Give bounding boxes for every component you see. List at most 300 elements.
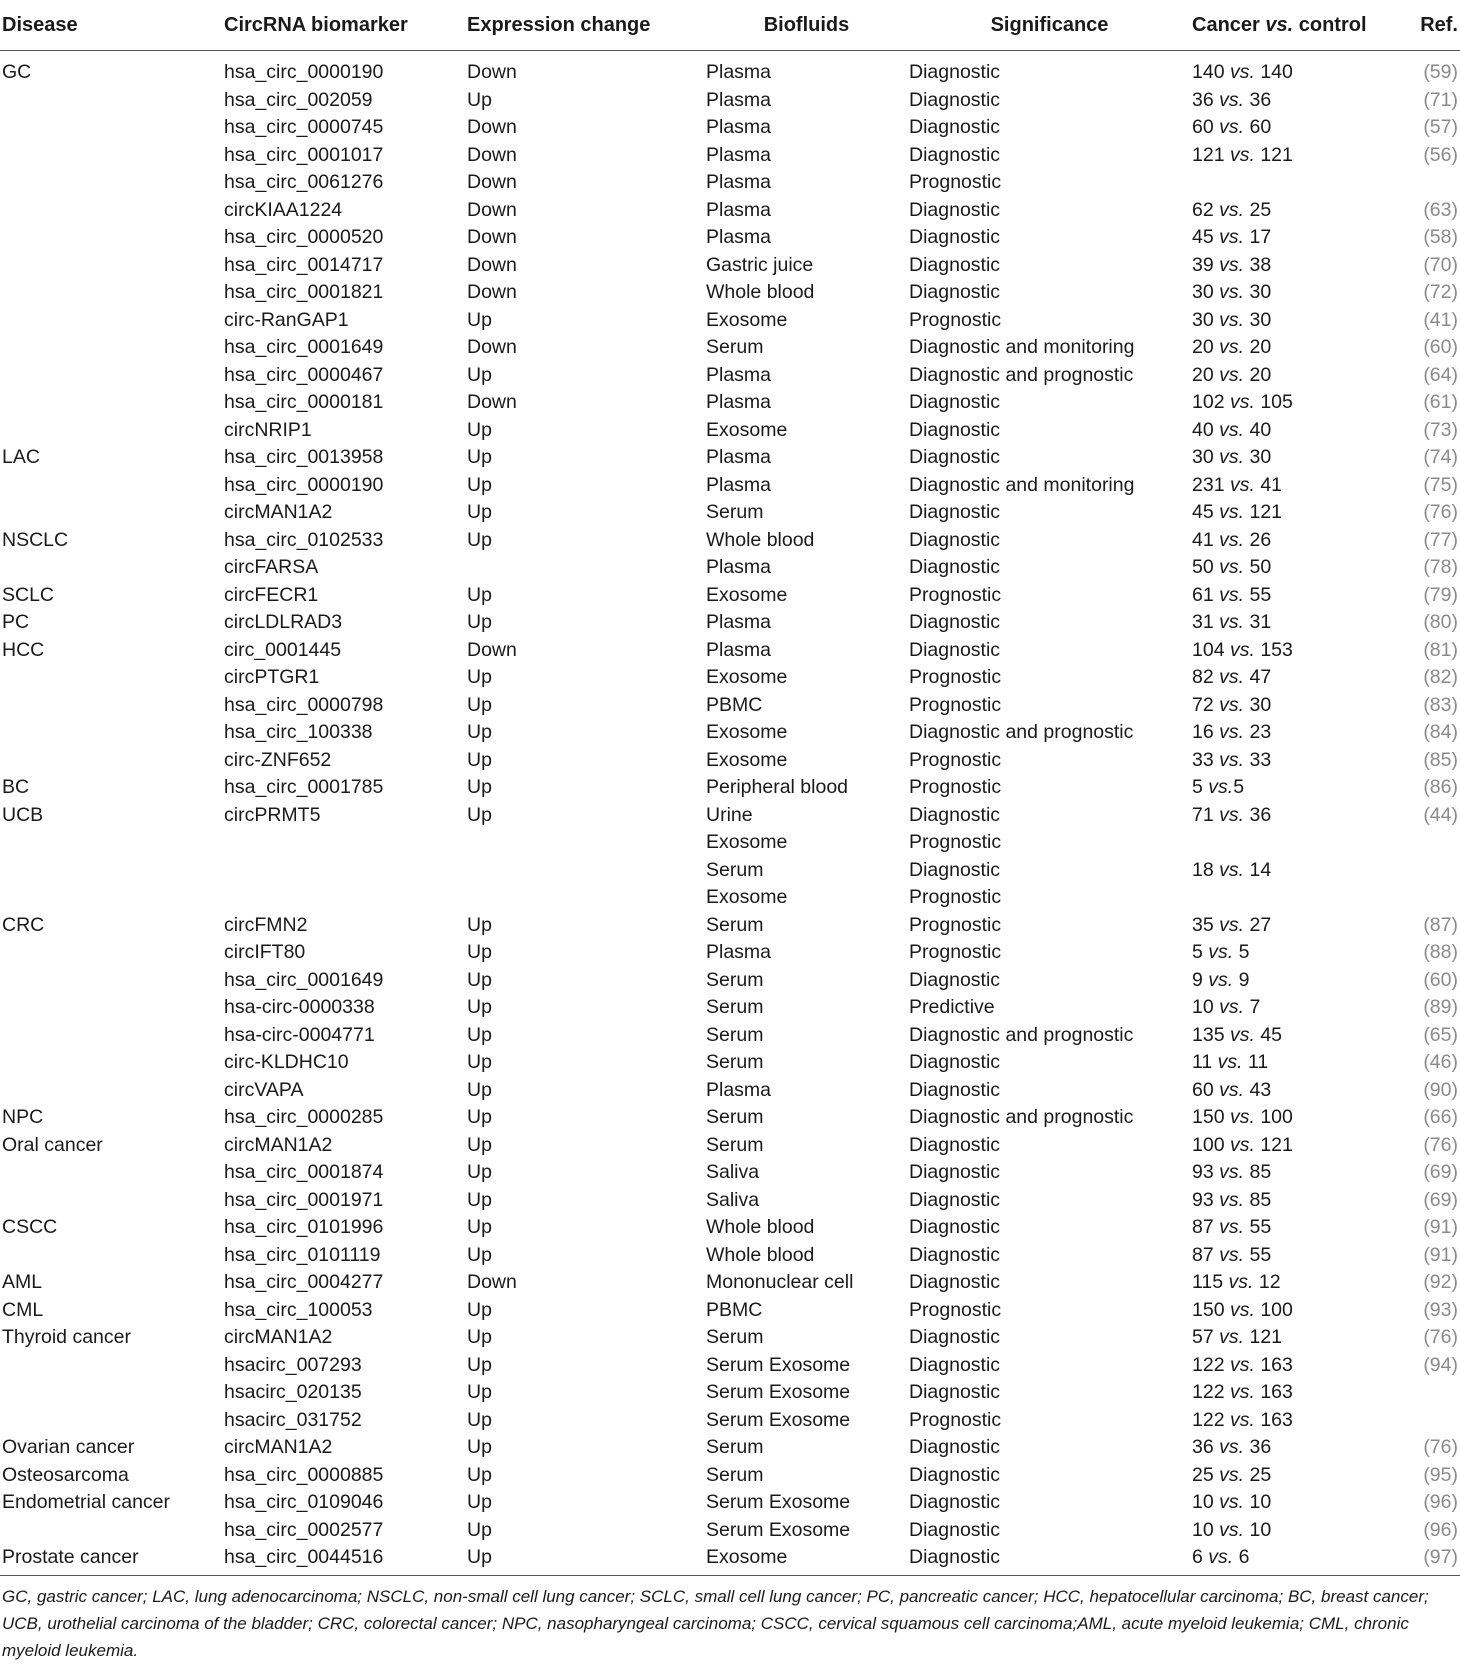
cell-comparison [1190,1407,1397,1435]
cell-expression: Down [467,281,517,303]
cell-disease [0,554,222,582]
vs-label: vs. [1208,776,1234,798]
cell-expression: Up [467,996,492,1018]
cell-disease [0,967,222,995]
cell-disease [0,307,222,335]
cell-biofluid: Serum [706,913,764,936]
cell-expression: Up [467,446,492,468]
cell-biofluid: Exosome [706,886,788,908]
cancer-count: 45 [1192,501,1214,523]
cell-disease [0,1049,222,1077]
cell-expression: Up [467,968,492,991]
cell-significance: Diagnostic [909,501,1001,523]
vs-label: vs. [1219,308,1245,331]
cell-expression: Up [467,1381,492,1403]
control-count: 36 [1249,1436,1272,1458]
cell-biofluid: Gastric juice [706,253,814,276]
cell-ref: (60) [1423,336,1458,358]
cell-expression: Up [467,88,492,111]
control-count: 153 [1260,638,1293,661]
cell-expression: Up [467,1216,492,1238]
cancer-count: 39 [1192,253,1214,276]
cell-comparison [1190,1104,1397,1132]
cell-disease: Oral cancer [2,1133,103,1156]
cell-biomarker: hsa_circ_0044516 [222,1544,465,1575]
cell-comparison [1190,1297,1397,1325]
cell-biofluid: Peripheral blood [706,776,849,798]
cell-ref: (73) [1423,418,1458,441]
cancer-count: 31 [1192,611,1214,633]
cell-expression: Up [467,1326,492,1348]
cell-ref: (86) [1423,776,1458,798]
control-count: 41 [1260,473,1283,496]
control-count: 36 [1249,88,1272,111]
cell-disease: SCLC [2,583,55,606]
cell-significance: Diagnostic [909,281,1001,303]
cell-biomarker: hsa_circ_0000190 [224,61,384,83]
cell-ref [1397,857,1460,885]
cell-expression: Up [467,1353,492,1376]
vs-label: vs. [1219,611,1245,633]
vs-label: vs. [1219,1463,1245,1486]
cancer-count: 33 [1192,748,1214,771]
cell-significance: Diagnostic [909,1381,1001,1403]
cell-biomarker: circKIAA1224 [224,198,343,221]
cell-biomarker: hsa_circ_0000190 [224,473,384,496]
cancer-count: 60 [1192,1078,1214,1101]
cell-expression: Up [467,611,492,633]
cell-biomarker: circ_0001445 [224,638,342,661]
cell-comparison [1190,1379,1397,1407]
cell-comparison [1190,664,1397,692]
vs-label: vs. [1229,1023,1255,1046]
cell-biomarker: hsa_circ_0001649 [224,336,384,358]
table-row [0,884,1460,912]
cell-biomarker: circMAN1A2 [224,501,333,523]
cell-ref [1397,1379,1460,1407]
cell-biomarker: circLDLRAD3 [224,611,343,633]
cell-significance: Diagnostic [909,418,1001,441]
cell-biofluid: Exosome [706,721,788,743]
cell-disease [0,1517,222,1545]
cell-ref: (58) [1423,226,1458,248]
cancer-count: 122 [1192,1353,1225,1376]
cell-disease [0,719,222,747]
control-count: 38 [1249,253,1272,276]
control-count: 6 [1238,1546,1250,1568]
control-count: 60 [1249,116,1272,138]
cell-biofluid: Plasma [706,116,772,138]
cell-biomarker [222,857,465,885]
cell-biomarker: hsa_circ_0001874 [224,1161,384,1183]
cell-comparison [1190,169,1397,197]
control-count: 30 [1249,281,1272,303]
cell-ref: (69) [1423,1161,1458,1183]
cell-significance: Diagnostic [909,968,1001,991]
cell-biomarker: circMAN1A2 [224,1436,333,1458]
cell-significance: Diagnostic [909,528,1001,551]
table-row [0,1159,1460,1187]
cell-expression: Up [467,1161,492,1183]
control-count: 33 [1249,748,1272,771]
cell-biofluid: Mononuclear cell [706,1271,854,1293]
cancer-count: 60 [1192,116,1214,138]
cell-expression: Down [467,391,517,413]
cell-comparison [1190,389,1397,417]
cell-ref: (70) [1423,253,1458,276]
cell-disease: Prostate cancer [0,1544,222,1575]
cancer-count: 40 [1192,418,1214,441]
cell-comparison [1190,747,1397,775]
control-count: 85 [1249,1161,1272,1183]
cell-disease [0,747,222,775]
cell-disease [0,389,222,417]
control-count: 12 [1258,1271,1281,1293]
control-count: 10 [1249,1518,1272,1541]
cancer-count: 9 [1192,968,1203,991]
cancer-count: 20 [1192,336,1214,358]
cell-biofluid: Serum Exosome [706,1408,851,1431]
vs-label: vs. [1208,1546,1234,1568]
cell-biofluid: Plasma [706,88,772,111]
cell-significance: Diagnostic [909,1353,1001,1376]
control-count: 27 [1249,913,1272,936]
table-row [0,637,1460,665]
cell-significance: Predictive [909,996,995,1018]
vs-label: vs. [1219,996,1245,1018]
cell-significance: Prognostic [909,693,1002,716]
cell-significance: Diagnostic [909,61,1001,83]
cell-comparison [1190,1242,1397,1270]
table-row [0,1242,1460,1270]
cell-disease: Endometrial cancer [2,1491,170,1513]
control-count: 23 [1249,721,1272,743]
control-count: 43 [1249,1078,1272,1101]
cancer-count: 30 [1192,446,1214,468]
cell-ref: (91) [1423,1216,1458,1238]
cancer-count: 20 [1192,363,1214,386]
cell-biofluid: Exosome [706,308,788,331]
control-count: 55 [1249,1243,1272,1266]
cell-ref: (81) [1423,638,1458,661]
cell-comparison [1190,774,1397,802]
cell-expression [465,829,704,857]
vs-label: vs. [1229,1353,1255,1376]
header-ref: Ref. [1397,0,1460,51]
cell-ref: (57) [1423,116,1458,138]
table-row [0,554,1460,582]
cell-significance: Prognostic [909,831,1002,853]
cell-expression: Up [467,1023,492,1046]
cancer-count: 150 [1192,1298,1225,1321]
table-row [0,1379,1460,1407]
table-body [0,51,1460,1576]
cell-biomarker: circNRIP1 [224,418,312,441]
cell-significance: Diagnostic [909,611,1001,633]
cell-significance: Prognostic [909,1298,1002,1321]
cell-comparison [1190,692,1397,720]
cell-expression [465,857,704,885]
control-count: 100 [1260,1298,1293,1321]
cell-disease: BC [2,776,30,798]
cell-expression: Up [467,1078,492,1101]
cell-expression: Up [467,913,492,936]
header-disease: Disease [0,0,222,51]
cell-biofluid: Serum [706,1106,764,1128]
cell-ref [1397,884,1460,912]
cell-disease [0,169,222,197]
cell-disease: UCB [2,803,44,826]
cell-ref: (95) [1423,1463,1458,1486]
cell-ref: (97) [1397,1544,1460,1575]
cell-biofluid: Plasma [706,473,772,496]
cell-ref: (88) [1423,941,1458,963]
cell-comparison [1190,1434,1397,1462]
table-row [0,967,1460,995]
table-row [0,169,1460,197]
cell-significance: Diagnostic [907,1544,1190,1575]
cell-biomarker: hsa_circ_0001017 [224,143,384,166]
cell-comparison [1190,1132,1397,1160]
cell-disease [0,362,222,390]
cell-biomarker: hsa-circ-0000338 [224,996,375,1018]
cell-biomarker: hsa_circ_0102533 [224,528,384,551]
cell-significance: Prognostic [909,1408,1002,1431]
cell-biomarker: hsa_circ_0101996 [224,1216,384,1238]
cancer-count: 10 [1192,1518,1214,1541]
cell-biofluid: Serum [706,996,764,1018]
cell-disease: HCC [2,638,45,661]
cell-expression: Up [467,1518,492,1541]
cell-disease [0,884,222,912]
table-row [0,1104,1460,1132]
cell-significance: Diagnostic [909,803,1001,826]
table-footnote: GC, gastric cancer; LAC, lung adenocarcinoma; NSCLC, non-small cell lung cancer; SCLC, small cell lung cancer; PC, pancreatic cancer; HCC, hepatocellular carcinoma; BC, breast cancer; UCB, urothelial carcinoma of the bladder; CRC, colorectal cancer; NPC, nasopharyngeal carcinoma; CSCC, cervical squamous cell carcinoma;AML, acute myeloid leukemia; CML, chronic myeloid leukemia. [2,1587,1429,1660]
cancer-count: 150 [1192,1106,1225,1128]
control-count: 5 [1238,941,1250,963]
vs-label: vs. [1229,391,1255,413]
cell-ref: (82) [1423,666,1458,688]
table-row [0,1489,1460,1517]
cell-biofluid: Serum [706,1051,764,1073]
cell-ref: (76) [1423,1326,1458,1348]
cell-significance: Prognostic [909,308,1002,331]
cell-significance: Diagnostic and monitoring [909,336,1135,358]
header-biofluids: Biofluids [704,0,907,51]
cancer-count: 61 [1192,583,1214,606]
cell-biofluid: Exosome [706,831,788,853]
cancer-count: 35 [1192,913,1214,936]
cell-disease [0,939,222,967]
cell-significance: Diagnostic [909,556,1001,578]
cell-comparison [1190,1187,1397,1215]
cell-biofluid: Serum Exosome [706,1353,851,1376]
header-comparison-vs: vs. [1265,13,1294,36]
cell-biomarker: circFARSA [224,556,319,578]
table-row [0,1462,1460,1490]
cell-disease: PC [2,611,30,633]
cell-expression: Up [467,776,492,798]
vs-label: vs. [1219,1436,1245,1458]
control-count: 31 [1249,611,1272,633]
vs-label: vs. [1219,1188,1245,1211]
vs-label: vs. [1219,501,1245,523]
cell-ref: (76) [1423,1133,1458,1156]
cell-biomarker: circ-ZNF652 [224,748,332,771]
cell-disease: Thyroid cancer [2,1326,131,1348]
cell-comparison [1190,279,1397,307]
cell-expression [465,884,704,912]
cell-comparison [1190,884,1397,912]
cell-expression: Up [467,418,492,441]
cell-biomarker: circPTGR1 [224,666,320,688]
vs-label: vs. [1219,116,1245,138]
cell-significance: Prognostic [909,748,1002,771]
vs-label: vs. [1219,666,1245,688]
cell-expression: Up [467,1298,492,1321]
vs-label: vs. [1219,226,1245,248]
cell-biomarker: circFECR1 [224,583,319,606]
table-row [0,472,1460,500]
cell-significance: Prognostic [909,171,1002,193]
control-count: 5 [1233,776,1245,798]
vs-label: vs. [1229,1381,1255,1403]
cell-disease [0,1352,222,1380]
cell-disease [0,142,222,170]
header-comparison-b: control [1293,13,1367,36]
table-row [0,609,1460,637]
cancer-count: 87 [1192,1216,1214,1238]
vs-label: vs. [1219,583,1245,606]
cancer-count: 93 [1192,1161,1214,1183]
cell-expression: Down [467,1271,517,1293]
cell-disease [0,334,222,362]
vs-label: vs. [1219,1518,1245,1541]
cell-comparison [1190,802,1397,830]
vs-label: vs. [1219,88,1245,111]
control-count: 10 [1249,1491,1272,1513]
cell-biofluid: Exosome [704,1544,907,1575]
cell-disease [0,87,222,115]
cell-comparison [1190,1544,1397,1575]
cell-ref: (84) [1423,721,1458,743]
cell-comparison [1190,1462,1397,1490]
cell-significance: Diagnostic [909,1463,1001,1486]
cell-ref [1397,829,1460,857]
cell-significance: Prognostic [909,913,1002,936]
cell-ref: (75) [1423,473,1458,496]
cell-comparison [1190,829,1397,857]
vs-label: vs. [1208,941,1234,963]
cell-significance: Diagnostic [909,1161,1001,1183]
cell-biomarker: hsacirc_031752 [224,1408,362,1431]
cell-significance: Diagnostic [909,226,1001,248]
table-row [0,692,1460,720]
cell-expression: Up [467,501,492,523]
cell-biofluid: Serum [706,1133,764,1156]
cell-disease [0,1407,222,1435]
header-significance: Significance [907,0,1190,51]
cell-expression: Up [467,1106,492,1128]
cell-ref: (96) [1423,1518,1458,1541]
cell-significance: Diagnostic [909,1078,1001,1101]
vs-label: vs. [1229,473,1255,496]
cell-biomarker: hsa_circ_002059 [224,88,373,111]
cell-comparison [1190,334,1397,362]
cell-biomarker: hsa_circ_0000798 [224,693,384,716]
cell-disease [0,417,222,445]
cell-ref: (91) [1423,1243,1458,1266]
control-count: 121 [1249,1326,1283,1348]
cell-biofluid: Plasma [706,61,772,83]
table-row [0,527,1460,555]
cell-biomarker: hsa_circ_0000181 [224,391,384,413]
cancer-count: 121 [1192,143,1225,166]
control-count: 40 [1249,418,1272,441]
cell-disease [0,1159,222,1187]
cell-expression: Down [467,638,517,661]
cell-significance: Diagnostic [909,1491,1001,1513]
table-row [0,1077,1460,1105]
table-row [0,307,1460,335]
vs-label: vs. [1219,748,1245,771]
cell-disease [0,994,222,1022]
cell-biofluid: Exosome [706,583,788,606]
cell-expression: Up [467,748,492,771]
cancer-count: 87 [1192,1243,1214,1266]
table-row [0,1407,1460,1435]
cell-biomarker: hsa_circ_0001649 [224,968,384,991]
cancer-count: 115 [1192,1271,1224,1293]
vs-label: vs. [1229,1408,1255,1431]
cell-comparison [1190,1077,1397,1105]
cell-comparison [1190,472,1397,500]
table-row [0,224,1460,252]
table-row [0,912,1460,940]
cell-biofluid: Serum Exosome [706,1518,851,1541]
vs-label: vs. [1219,336,1245,358]
cancer-count: 30 [1192,281,1214,303]
control-count: 25 [1249,198,1272,221]
cell-significance: Diagnostic [909,446,1001,468]
cancer-count: 30 [1192,308,1214,331]
cell-expression: Up [467,693,492,716]
cell-significance: Diagnostic [909,1133,1001,1156]
vs-label: vs. [1219,858,1245,881]
cell-biofluid: Whole blood [706,281,815,303]
cell-disease [0,197,222,225]
cell-comparison [1190,1159,1397,1187]
table-row [0,829,1460,857]
cell-ref: (78) [1423,556,1458,578]
cell-disease [0,279,222,307]
vs-label: vs. [1219,1326,1245,1348]
cell-significance: Diagnostic [909,1271,1001,1293]
header-comparison [1190,0,1397,51]
table-row [0,114,1460,142]
control-count: 7 [1249,996,1261,1018]
cell-significance: Diagnostic [909,116,1001,138]
control-count: 105 [1260,391,1293,413]
cell-biofluid: Serum [706,501,764,523]
cell-comparison [1190,582,1397,610]
cell-disease [0,829,222,857]
header-biomarker: CircRNA biomarker [222,0,465,51]
cell-comparison [1190,114,1397,142]
cell-expression: Down [467,253,517,276]
cell-disease [0,1242,222,1270]
cell-comparison [1190,994,1397,1022]
